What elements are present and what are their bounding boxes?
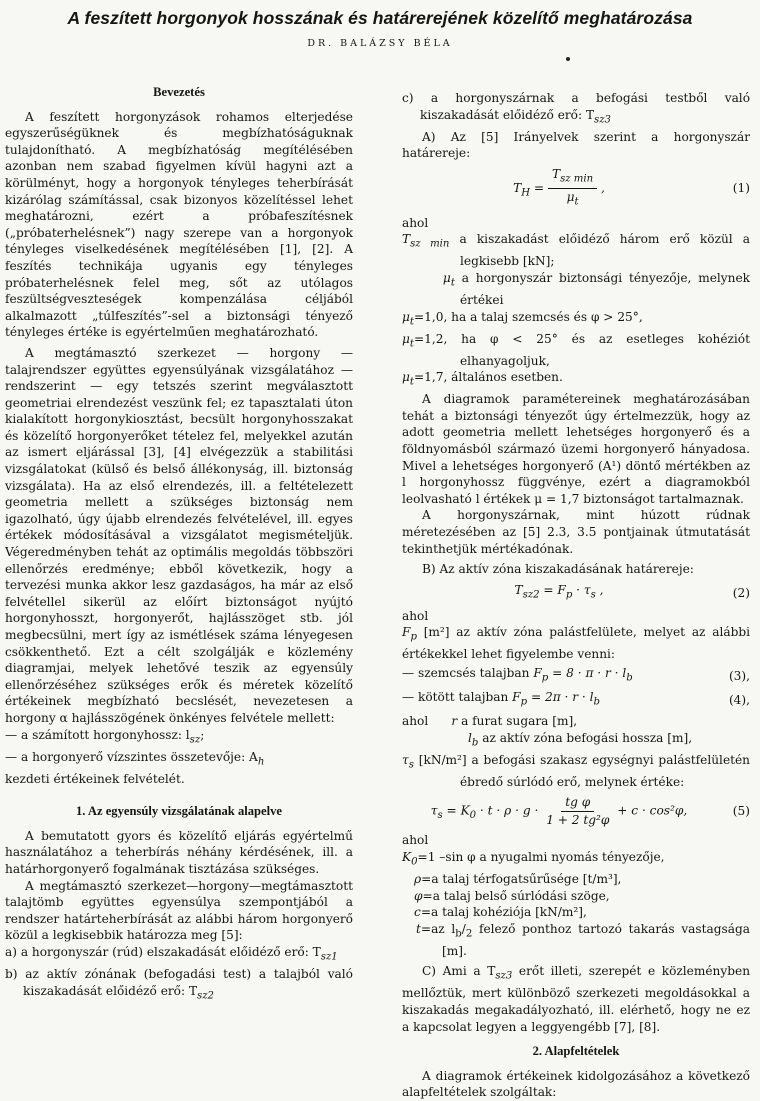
left-column [5, 84, 353, 1005]
section-1-paragraph-1: A bemutatott gyors és közelítő eljárás egyértelmű használatához a teherbírás néhány kérdésének, ill. a határhorgonyerő fogalmának tisztázása szükséges. [5, 828, 353, 876]
section-1-heading: 1. Az egyensúly vizsgálatának alapelve [75, 804, 283, 819]
a-intro: A) Az [5] Irányelvek szerint a horgonyszár határereje: [402, 129, 750, 161]
mu-value-1: $\mu_t=1,0$, ha a talaj szemcsés és φ > 25°, [402, 309, 643, 328]
def-c: c=a talaj kohéziója [kN/m²], [414, 905, 587, 920]
b-intro: B) Az aktív zóna kiszakadásának határereje: [422, 562, 694, 577]
right-column [402, 90, 750, 1101]
paper-title: A feszített horgonyok hosszának és határerejének közelítő meghatározása [67, 8, 693, 28]
mu-value-3: $\mu_t=1,7$, általános esetben. [402, 370, 563, 388]
def-mu: $\mu_t$ a horgonyszár biztonsági tényezője, melynek értékei [442, 271, 751, 308]
formula-4: — kötött talajban $F_p = 2\pi \cdot r \cdot l_b$ (4), [402, 690, 750, 708]
def-tsz-min: $T_{sz min}$ a kiszakadást előidéző három erő közül a legkisebb [kN]; [402, 232, 750, 269]
c-paragraph: C) Ami a $T_{sz3}$ erőt illeti, szerepét e közleményben mellőztük, mert különböző szerkezeti megoldásokkal a kiszakadás megakadályozható, ill. elérhető, hogy ne ez a kapcsolat legyen a leggyengébb [7], [8]. [402, 964, 751, 1034]
def-rho: ρ=a talaj térfogatsűrűsége [t/m³], [414, 872, 622, 887]
intro-heading: Bevezetés [153, 85, 205, 99]
formula-3-number: (3), [728, 668, 750, 683]
formula-2-number: (2) [732, 585, 750, 600]
formula-5: $\tau_s = K_0 \cdot t \cdot \rho \cdot g$ · $\frac{\text{tg φ}}{\text{1 + 2 tg²φ}}$ + c · cos²φ, (5) [430, 795, 750, 827]
formula-5-number: (5) [732, 804, 750, 819]
formula-1-number: (1) [732, 181, 750, 196]
ahol-1: ahol [402, 215, 429, 230]
paper-author: DR. BALÁZSY BÉLA [307, 38, 453, 49]
item-b: b) az aktív zónának (befogadási test) a talajból való kiszakadását előidéző erő: $T_{sz2}$ [5, 966, 353, 1001]
intro-item-length: — a számított horgonyhossz: $l_{sz}$; [5, 727, 205, 745]
def-tau: $\tau_s$ [kN/m²] a befogási szakasz egységnyi palástfelületén ébredő súrlódó erő, melynek értéke: [402, 752, 751, 789]
section-2-heading: 2. Alapfeltételek [532, 1044, 620, 1059]
item-c: c) a horgonyszárnak a befogási testből való kiszakadását előidéző erő: $T_{sz3}$ [402, 91, 750, 126]
def-r: ahol r a furat sugara [m], [402, 714, 578, 729]
item-a: a) a horgonyszár (rúd) elszakadását előidéző erő: $T_{sz1}$ [5, 944, 338, 963]
def-lb: $l_b$ az aktív zóna befogási hossza [m], [468, 730, 693, 749]
intro-item-force: — a horgonyerő vízszintes összetevője: $A_h$ [5, 749, 265, 767]
ink-dot [566, 57, 570, 61]
formula-1: $T_H$ = $\frac{T_{sz min}}{\mu_t}$ , (1) [513, 166, 750, 208]
ahol-4: ahol [402, 833, 429, 848]
def-k0: $K_0=1$ –sin φ a nyugalmi nyomás tényezője, [402, 850, 665, 868]
mu-value-2: $\mu_t=1,2$, ha φ < 25° és az esetleges kohéziót elhanyagoljuk, [402, 331, 750, 368]
section-1-paragraph-2: A megtámasztó szerkezet—horgony—megtámasztott talajtömb együttes egyensúlya szempontjából a rendszer határteherbírását az alábbi három horgonyerő közül a legkisebbik határozza meg [5]: [5, 878, 353, 943]
intro-paragraph-2: A megtámasztó szerkezet — horgony — talajrendszer együttes egyensúlyának vizsgálatához — rendszerint — egy tetszés szerint megválasztott geometriai elrendezést veszünk fel; ez tapasztalati úton kialakított horgonykiosztást, becsült horgonyhosszakat és közelítő horgonyerőket tételez fel, melyekkel azután az ismert eljárással [3], [4] elvégezzük a stabilitási vizsgálatokat (külső és belső állékonyság, ill. biztonság vizsgálata). Ha az első elrendezés, ill. a feltételezett geometria mellett a szükséges biztonság nem igazolható, úgy újabb elrendezés felvételével, ill. egyes értékek módosításával a vizsgálatot megismételjük. Végeredményben tehát az optimális megoldás többszöri ellenőrzés eredménye; ebből következik, hogy a tervezési munka akkor lesz gazdaságos, ha már az első felvétellel sikerül az előírt biztonságot nyújtó horgonyhosszt, horgonyerőt, hajlásszöget stb. jól megbecsülni, mert így az ismétlések száma lényegesen csökkenthető. Ezt a célt szolgálják e közlemény diagramjai, melyek lehetővé teszik az egyensúly ellenőrzéséhez szükséges erők és méretek közelítő értékeinek megbízható becslését, nevezetesen a horgony α hajlásszögének önkényes felvétele mellett: [5, 345, 353, 725]
def-fp: $F_p$ [m²] az aktív zóna palástfelülete, melyet az alábbi értékekkel lehet figyelembe venni: [402, 625, 751, 662]
ahol-2: ahol [402, 608, 429, 623]
diagram-paragraph: A diagramok paramétereinek meghatározásában tehát a biztonsági tényezőt úgy értelmezzük, hogy az adott geometria mellett lehetséges horgonyerő és a földnyomásból származó üzemi horgonyerő hányadosa. Mivel a lehetséges horgonyerő (A¹) döntő mértékben az l horgonyhossz függvénye, ezért a diagramokból leolvasható l értékek μ = 1,7 biztonságot tartalmaznak. [402, 392, 750, 506]
section-2-paragraph: A diagramok értékeinek kidolgozásához a következő alapfeltételek szolgáltak: [402, 1068, 750, 1100]
formula-3: — szemcsés talajban $F_p = 8 \cdot \pi \cdot r \cdot l_b$ (3), [402, 666, 750, 684]
def-t: t=az $l_b/_2$ felező ponthoz tartozó takarás vastagsága [m]. [416, 921, 751, 958]
intro-end: kezdeti értékeinek felvételét. [5, 771, 185, 786]
def-phi: φ=a talaj belső súrlódási szöge, [414, 888, 610, 903]
rod-paragraph: A horgonyszárnak, mint húzott rúdnak méretezésében az [5] 2.3, 3.5 pontjainak útmutatását tekinthetjük mértékadónak. [402, 508, 750, 556]
formula-2: $T_{sz2} = F_p \cdot \tau_s$ , (2) [514, 582, 750, 601]
formula-4-number: (4), [728, 692, 750, 707]
intro-paragraph-1: A feszített horgonyzások rohamos elterjedése egyszerűségüknek és megbízhatóságuknak tulajdonítható. A megbízhatóság megítélésében azonban nem szabad figyelmen kívül hagyni azt a körülményt, hogy a horgonyok tényleges teherbírását kizárólag számítással, csak bizonyos közelítéssel lehet meghatározni, ezért a próbafeszítésnek („próbaterhelésnek”) nagy szerepe van a horgonyok tényleges viselkedésének megítélésében [1], [2]. A feszítés technikája ugyanis egy tényleges próbaterhelésnek felel meg, sőt az utólagos feszültségveszteségek kompenzálása céljából alkalmazott „túlfeszítés”-sel a biztonsági tényező tényleges értéke is egyértelműen meghatározható. [5, 109, 353, 340]
